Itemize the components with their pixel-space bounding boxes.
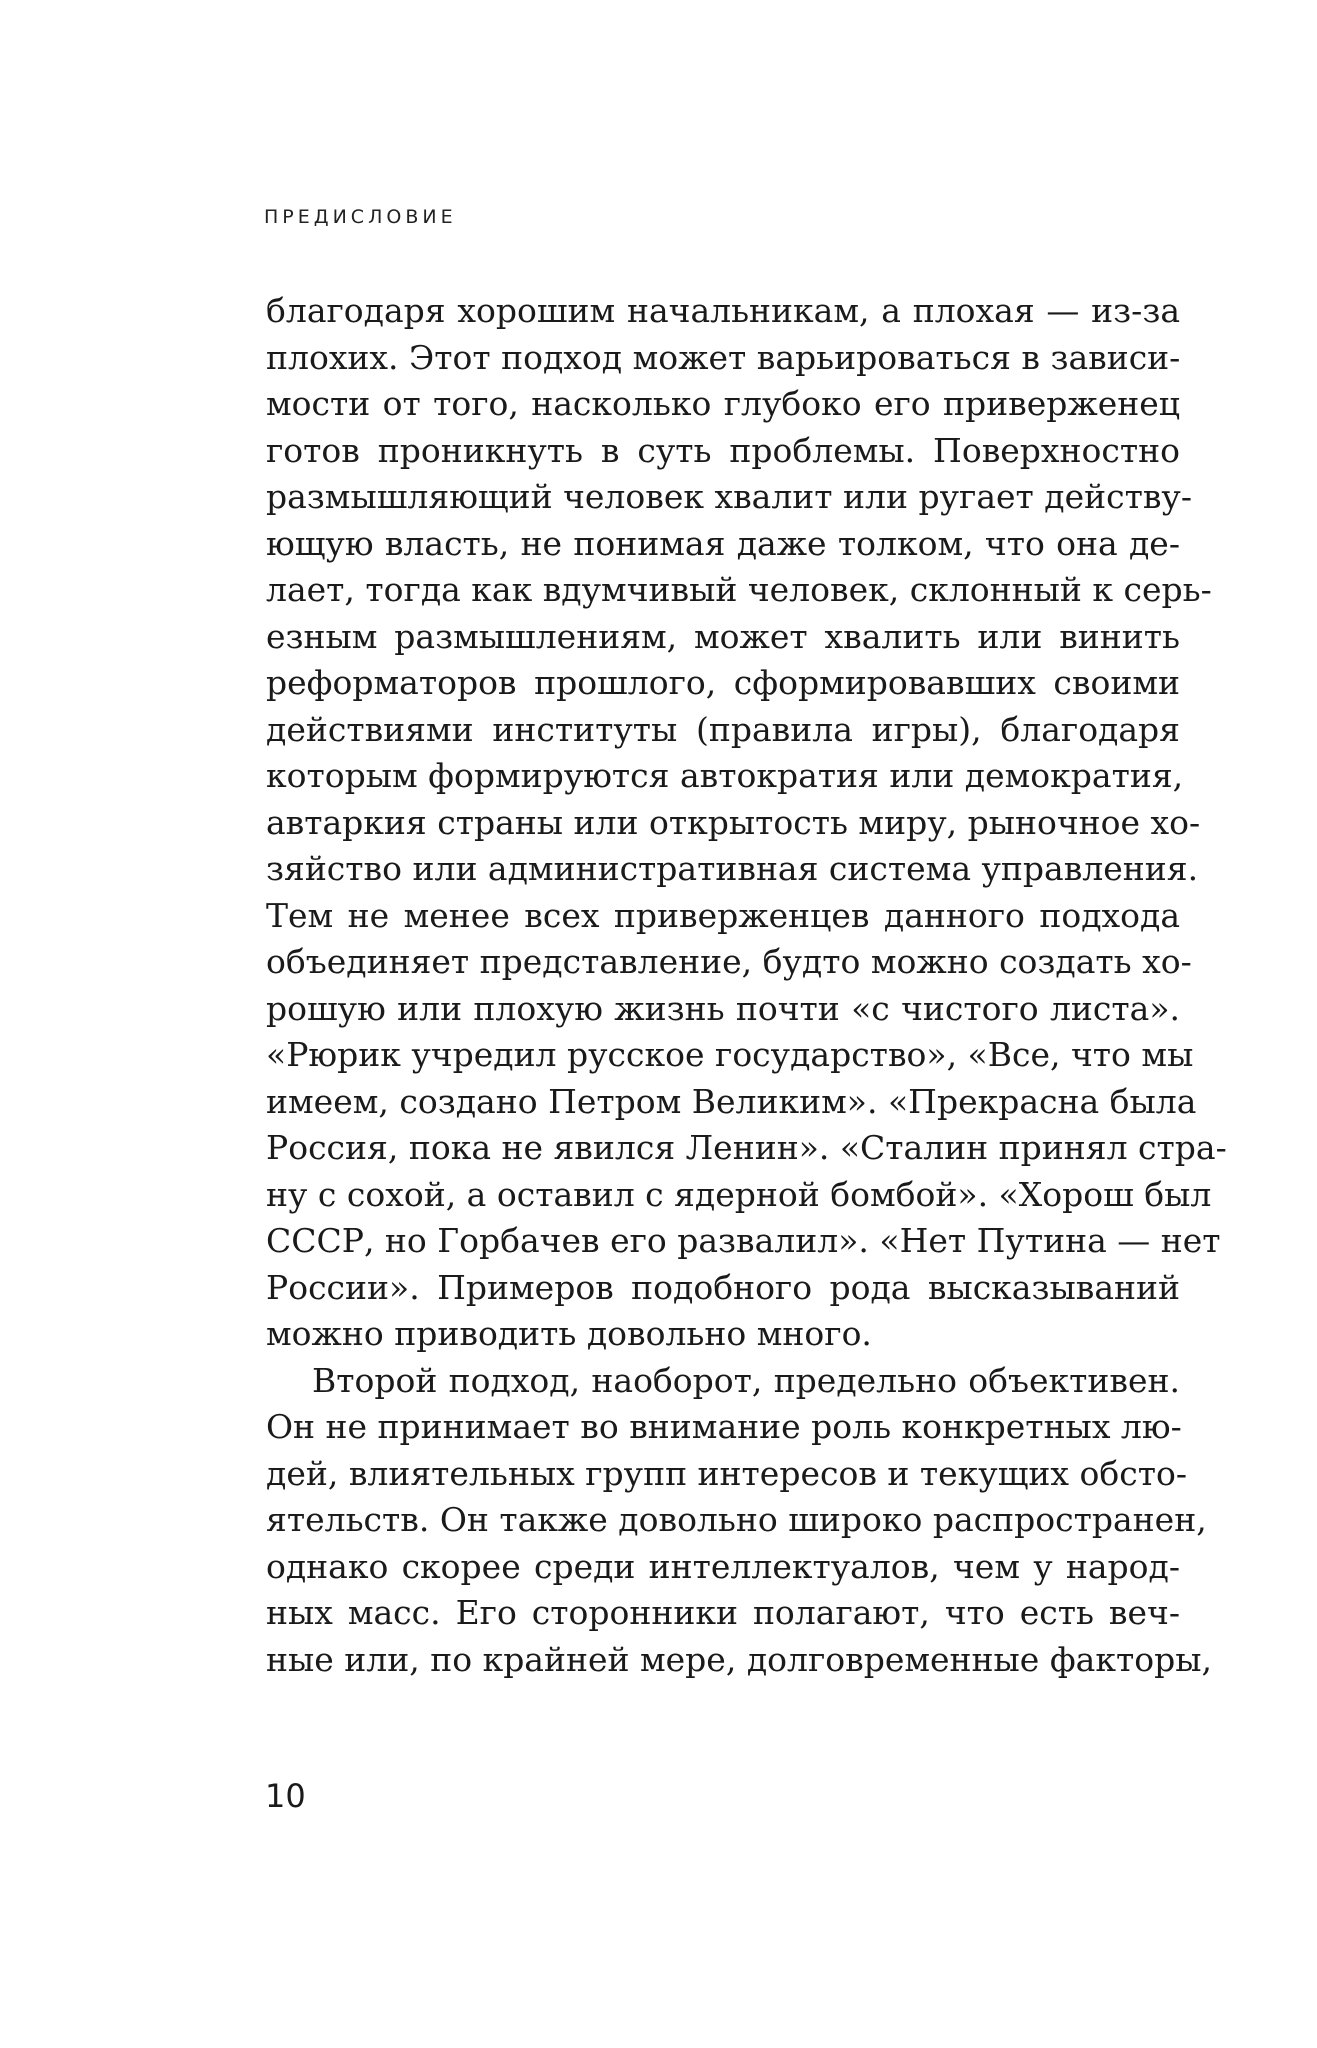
page-number: 10: [265, 1777, 306, 1815]
text-line: реформаторов прошлого, сформировавших своими: [266, 663, 1180, 702]
text-line: мости от того, насколько глубоко его приверженец: [266, 384, 1180, 423]
text-line: действиями институты (правила игры), благодаря: [266, 709, 1180, 749]
text-line: размышляющий человек хвалит или ругает действу-: [266, 477, 1192, 516]
text-line: «Рюрик учредил русское государство», «Все, что мы: [266, 1035, 1194, 1074]
text-line: лает, тогда как вдумчивый человек, склонный к серь-: [266, 570, 1212, 609]
text-line: ющую власть, не понимая даже толком, что она де-: [266, 523, 1180, 563]
body-text: [266, 288, 1227, 1683]
text-line: дей, влиятельных групп интересов и текущих обсто-: [266, 1453, 1187, 1493]
text-line: зяйство или административная система управления.: [266, 849, 1199, 888]
text-line: Россия, пока не явился Ленин». «Сталин принял стра-: [266, 1128, 1227, 1167]
text-line: готов проникнуть в суть проблемы. Поверхностно: [266, 430, 1180, 470]
text-line: Второй подход, наоборот, предельно объективен.: [312, 1360, 1180, 1400]
text-line: имеем, создано Петром Великим». «Прекрасна была: [266, 1081, 1197, 1121]
text-line: ных масс. Его сторонники полагают, что есть веч-: [266, 1593, 1180, 1632]
text-line: Тем не менее всех приверженцев данного подхода: [266, 895, 1180, 935]
text-line: езным размышлениям, может хвалить или винить: [266, 616, 1180, 656]
text-line: однако скорее среди интеллектуалов, чем у народ-: [266, 1546, 1180, 1586]
text-line: России». Примеров подобного рода высказываний: [266, 1267, 1180, 1307]
text-line: которым формируются автократия или демократия,: [266, 756, 1184, 795]
text-line: можно приводить довольно много.: [266, 1314, 872, 1353]
running-head: ПРЕДИСЛОВИЕ: [264, 206, 457, 228]
text-line: СССР, но Горбачев его развалил». «Нет Путина — нет: [266, 1221, 1221, 1260]
text-line: автаркия страны или открытость миру, рыночное хо-: [266, 802, 1201, 842]
text-line: рошую или плохую жизнь почти «с чистого листа».: [266, 988, 1180, 1028]
text-line: ные или, по крайней мере, долговременные факторы,: [266, 1639, 1212, 1679]
text-line: ну с сохой, а оставил с ядерной бомбой». «Хорош был: [266, 1174, 1212, 1214]
text-line: ятельств. Он также довольно широко распространен,: [266, 1500, 1207, 1539]
text-line: плохих. Этот подход может варьироваться в зависи-: [266, 337, 1181, 377]
text-line: благодаря хорошим начальникам, а плохая — из-за: [266, 291, 1180, 330]
text-line: Он не принимает во внимание роль конкретных лю-: [266, 1407, 1182, 1446]
text-line: объединяет представление, будто можно создать хо-: [266, 942, 1192, 981]
